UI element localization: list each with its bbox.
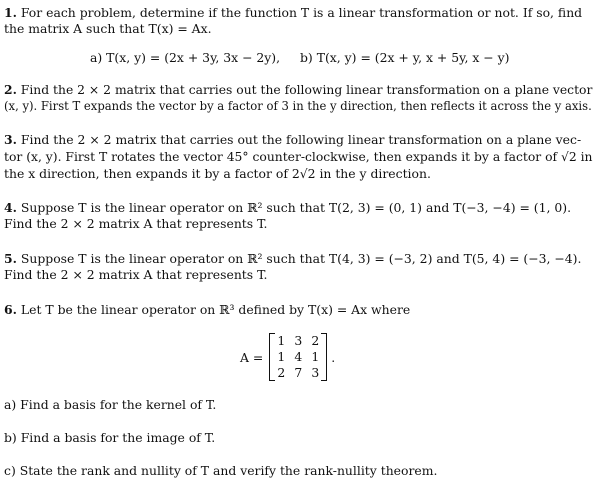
- matrix-row: [277, 333, 319, 349]
- matrix-cell: 1: [277, 333, 286, 348]
- problem-1-line-1: [4, 5, 582, 20]
- matrix-block: [240, 331, 335, 383]
- problem-6-part-a: a) Find a basis for the kernel of T.: [4, 397, 217, 412]
- problem-3-line-2: tor (x, y). First T rotates the vector 45° counter-clockwise, then expands it by a factor of √2 in: [4, 149, 593, 164]
- problem-2-text: Find the 2 × 2 matrix that carries out the following linear transformation on a plane vector: [20, 82, 593, 97]
- problem-6-part-c: c) State the rank and nullity of T and verify the rank-nullity theorem.: [4, 463, 438, 478]
- matrix-cell: 7: [294, 365, 303, 380]
- problem-1-part-a: a) T(x, y) = (2x + 3y, 3x − 2y),: [90, 50, 281, 65]
- problem-5-line-1: [4, 251, 581, 266]
- problem-1-text: For each problem, determine if the function T is a linear transformation or not. If so, find: [20, 5, 583, 20]
- matrix-cell: 2: [311, 333, 320, 348]
- problem-4-line-2: Find the 2 × 2 matrix A that represents T.: [4, 216, 268, 231]
- problem-3-number: 3.: [4, 132, 17, 147]
- problem-5-line-2: Find the 2 × 2 matrix A that represents T.: [4, 267, 268, 282]
- problem-3-line-1: [4, 132, 581, 147]
- problem-2-line-2: (x, y). First T expands the vector by a factor of 3 in the y direction, then reflects it across the y axis.: [4, 98, 592, 113]
- problem-1-number: 1.: [4, 5, 17, 20]
- matrix-cell: 2: [277, 365, 286, 380]
- problem-6-text: Let T be the linear operator on ℝ³ defined by T(x) = Ax where: [20, 302, 411, 317]
- problem-4-number: 4.: [4, 200, 17, 215]
- problem-4-text: Suppose T is the linear operator on ℝ² such that T(2, 3) = (0, 1) and T(−3, −4) = (1, 0).: [20, 200, 572, 215]
- matrix-cell: 1: [311, 349, 320, 364]
- matrix-label: A =: [240, 349, 264, 365]
- matrix-cell: 4: [294, 349, 303, 364]
- matrix-cell: 1: [277, 349, 286, 364]
- problem-3-line-3: the x direction, then expands it by a factor of 2√2 in the y direction.: [4, 166, 431, 181]
- problem-2-line-1: [4, 82, 592, 97]
- matrix-period: .: [331, 349, 336, 365]
- problem-6-line-1: [4, 302, 410, 317]
- problem-6-part-b: b) Find a basis for the image of T.: [4, 430, 216, 445]
- problem-1-line-2: the matrix A such that T(x) = Ax.: [4, 21, 212, 36]
- matrix-cell: 3: [294, 333, 303, 348]
- problem-5-text: Suppose T is the linear operator on ℝ² such that T(4, 3) = (−3, 2) and T(5, 4) = (−3, −4).: [20, 251, 582, 266]
- problem-6-number: 6.: [4, 302, 17, 317]
- problem-2-number: 2.: [4, 82, 17, 97]
- problem-4-line-1: [4, 200, 571, 215]
- matrix-row: [277, 349, 319, 365]
- matrix-cell: 3: [311, 365, 320, 380]
- problem-5-number: 5.: [4, 251, 17, 266]
- matrix-a: [269, 333, 327, 381]
- problem-3-text: Find the 2 × 2 matrix that carries out the following linear transformation on a plane vec-: [20, 132, 582, 147]
- problem-1-part-b: b) T(x, y) = (2x + y, x + 5y, x − y): [300, 50, 510, 65]
- matrix-row: [277, 365, 319, 381]
